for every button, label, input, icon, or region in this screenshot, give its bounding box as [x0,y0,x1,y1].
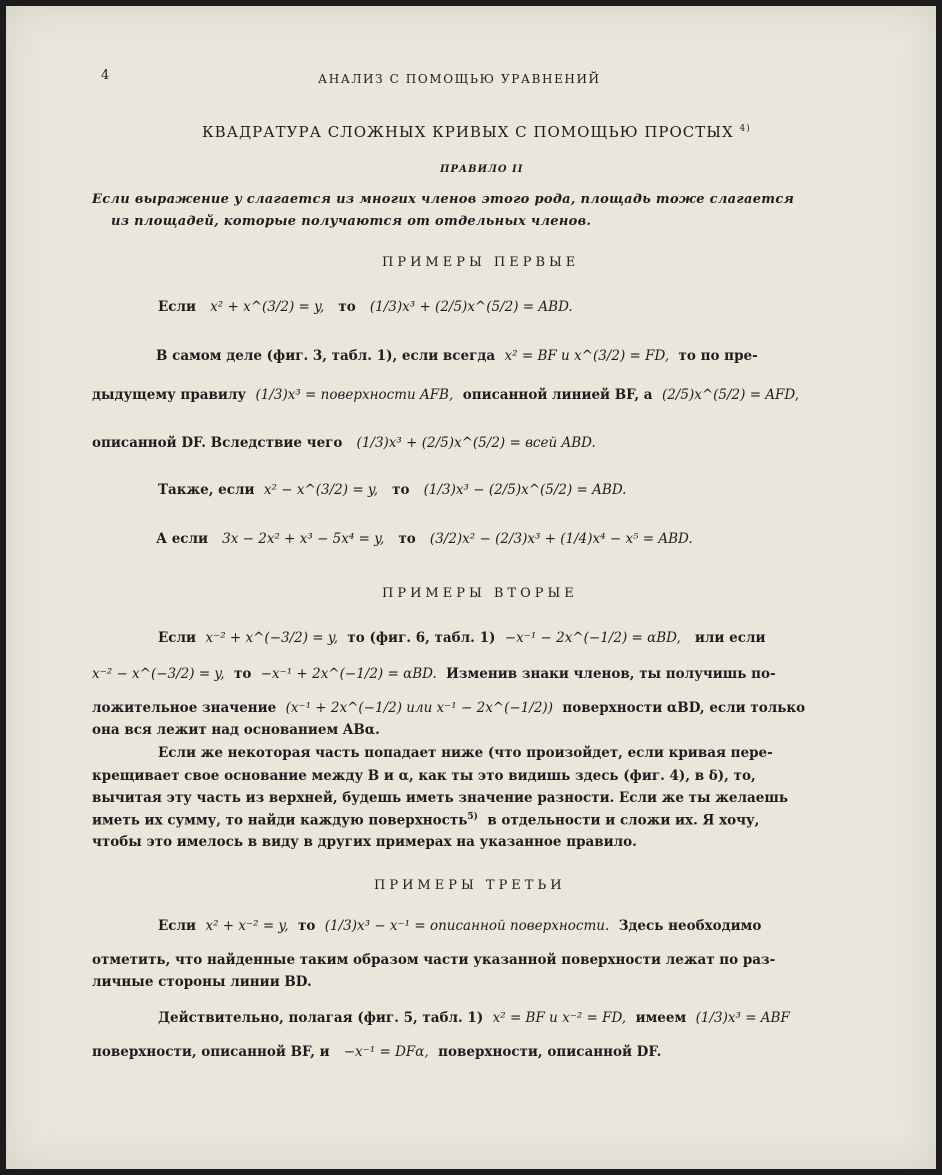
text-span: Здесь необходимо [618,918,762,934]
text-span: Также, если [158,482,255,498]
rule-text-line: Если выражение y слагается из многих членов этого рода, площадь тоже слагается [92,192,795,207]
text-span: А если [156,531,209,547]
formula: x⁻² − x^(−3/2) = y, [92,666,225,682]
paragraph-line: личные стороны линии BD. [92,974,312,990]
text-span: или если [694,630,766,646]
formula: (1/3)x³ = ABF [695,1010,790,1026]
paragraph-line: она вся лежит над основанием ABα. [92,722,380,738]
formula: x² + x^(3/2) = y, [210,299,325,315]
text-span: поверхности, описанной DF. [438,1044,662,1060]
formula: (1/3)x³ − (2/5)x^(5/2) = ABD. [423,482,627,498]
text-span: ложительное значение [92,700,277,716]
paragraph-line [92,666,776,682]
paragraph-line: Если же некоторая часть попадает ниже (что произойдет, если кривая пере- [158,745,773,761]
paragraph-line [156,348,758,364]
text-span: то (фиг. 6, табл. 1) [347,630,496,646]
paragraph-line [158,482,626,498]
text-span: дыдущему правилу [92,387,247,403]
text-span: описанной линией BF, а [462,387,653,403]
formula: (1/3)x³ + (2/5)x^(5/2) = ABD. [369,299,573,315]
text-span: поверхности, описанной BF, и [92,1044,330,1060]
text-span: в отдельности и сложи их. Я хочу, [487,812,760,829]
footnote-marker: 4) [739,124,751,134]
text-span: имеем [635,1010,687,1026]
paragraph-line [92,387,799,403]
paragraph-line [92,812,759,829]
paragraph-line: отметить, что найденные таким образом части указанной поверхности лежат по раз- [92,952,776,968]
paragraph-line [158,299,573,315]
page-number: 4 [101,68,110,83]
formula: x² + x⁻² = y, [205,918,289,934]
text-span: поверхности αBD, если только [562,700,806,716]
text-span: то [297,918,316,934]
section-heading: ПРИМЕРЫ ВТОРЫЕ [382,586,578,601]
text-span: Если [158,630,197,646]
formula: (1/3)x³ − x⁻¹ = описанной поверхности. [324,918,610,934]
running-header: АНАЛИЗ С ПОМОЩЬЮ УРАВНЕНИЙ [318,72,601,86]
text-span: то [233,666,252,682]
formula: (1/3)x³ + (2/5)x^(5/2) = всей ABD. [356,435,596,451]
paragraph-line: вычитая эту часть из верхней, будешь иметь значение разности. Если же ты желаешь [92,790,789,806]
section-heading: ПРИМЕРЫ ПЕРВЫЕ [382,255,580,270]
paragraph-line [92,700,805,716]
text-span: Изменив знаки членов, ты получишь по- [446,666,776,682]
formula: (1/3)x³ = поверхности AFB, [255,387,454,403]
formula: x² = BF и x^(3/2) = FD, [504,348,670,364]
text-span: Если [158,299,197,315]
footnote-marker: 5) [467,812,478,822]
formula: x² = BF и x⁻² = FD, [492,1010,627,1026]
formula: −x⁻¹ = DFα, [343,1044,429,1060]
chapter-title-text: КВАДРАТУРА СЛОЖНЫХ КРИВЫХ С ПОМОЩЬЮ ПРОСТЫХ [202,123,734,141]
paragraph-line [156,531,693,547]
paragraph-line: крещивает свое основание между B и α, как ты это видишь здесь (фиг. 4), в δ), то, [92,768,756,784]
paragraph-line: чтобы это имелось в виду в других примерах на указанное правило. [92,834,637,850]
section-heading: ПРИМЕРЫ ТРЕТЬИ [374,878,566,893]
formula: (2/5)x^(5/2) = AFD, [661,387,800,403]
text-span: иметь их сумму, то найди каждую поверхность [92,812,468,829]
rule-label: ПРАВИЛО II [440,164,524,175]
text-span: то [392,482,410,498]
text-span: то по пре- [678,348,758,364]
formula: x⁻² + x^(−3/2) = y, [205,630,339,646]
paragraph-line [158,630,765,646]
paragraph-line [92,435,596,451]
formula: (x⁻¹ + 2x^(−1/2) или x⁻¹ − 2x^(−1/2)) [285,700,553,716]
text-span: Действительно, полагая (фиг. 5, табл. 1) [158,1010,484,1026]
formula: (3/2)x² − (2/3)x³ + (1/4)x⁴ − x⁵ = ABD. [429,531,693,547]
text-span: В самом деле (фиг. 3, табл. 1), если всегда [156,348,496,364]
formula: 3x − 2x² + x³ − 5x⁴ = y, [222,531,385,547]
rule-text-line: из площадей, которые получаются от отдельных членов. [111,214,592,229]
text-span: Если [158,918,197,934]
text-span: то [338,299,356,315]
formula: −x⁻¹ + 2x^(−1/2) = αBD. [260,666,437,682]
chapter-title [202,123,751,141]
book-page [6,6,936,1169]
paragraph-line [158,918,761,934]
formula: −x⁻¹ − 2x^(−1/2) = αBD, [504,630,681,646]
paragraph-line [158,1010,790,1026]
paragraph-line [92,1044,661,1060]
text-span: описанной DF. Вследствие чего [92,435,343,451]
text-span: то [398,531,416,547]
formula: x² − x^(3/2) = y, [263,482,379,498]
